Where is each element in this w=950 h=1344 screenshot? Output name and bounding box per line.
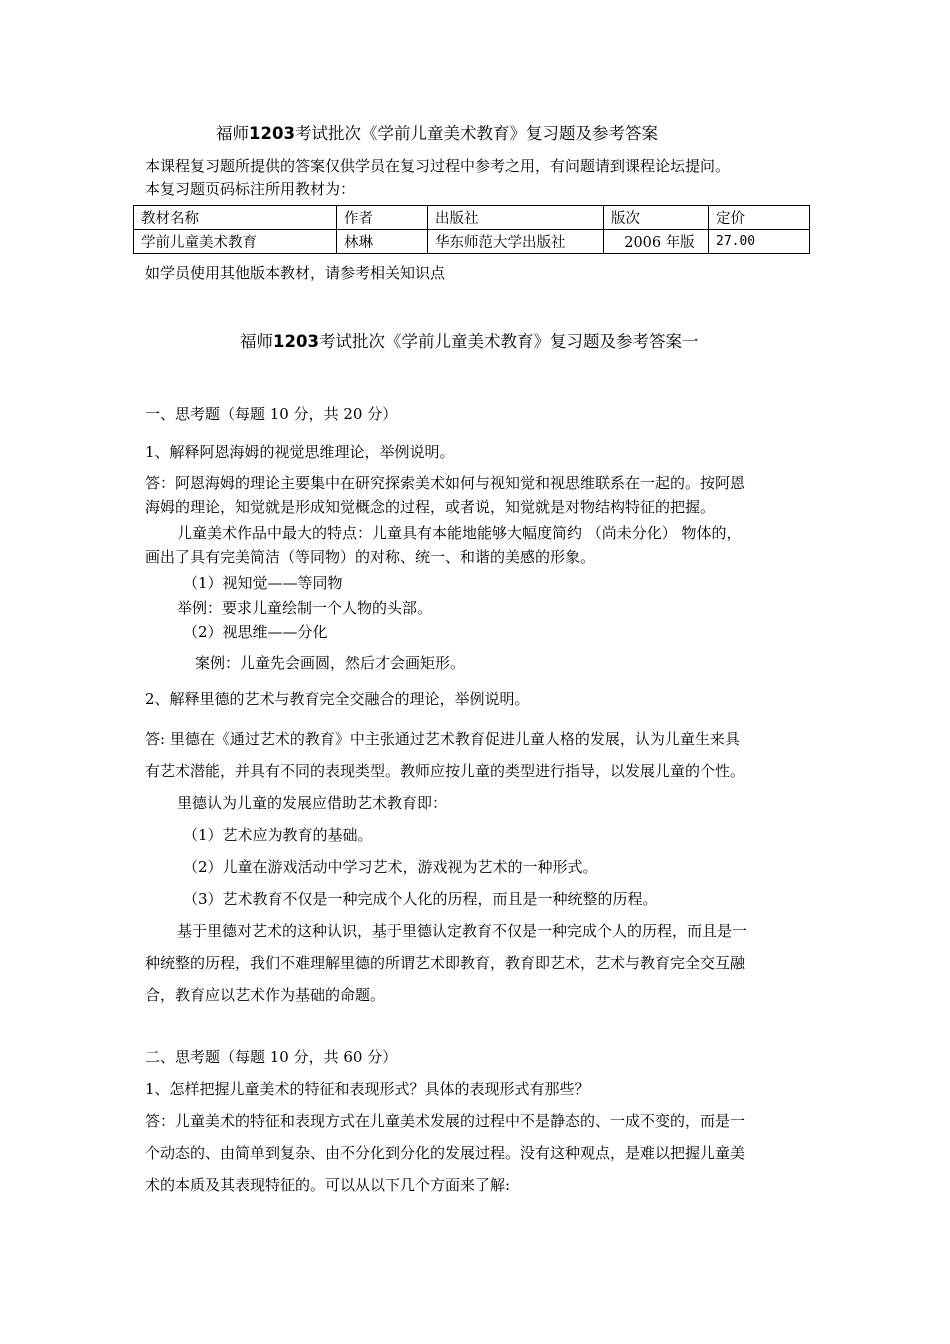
answer-line: 种统整的历程，我们不难理解里德的所谓艺术即教育，教育即艺术，艺术与教育完全交互融 <box>145 954 746 972</box>
answer-line: 答: 里德在《通过艺术的教育》中主张通过艺术教育促进儿童人格的发展，认为儿童生来具 <box>145 730 740 748</box>
table-header-cell: 教材名称 <box>134 206 337 230</box>
table-cell: 林琳 <box>337 230 428 254</box>
table-cell: 2006 年版 <box>604 230 709 254</box>
answer-line: 举例：要求儿童绘制一个人物的头部。 <box>177 599 433 617</box>
textbook-table <box>133 205 810 254</box>
answer-line: 术的本质及其表现特征的。可以从以下几个方面来了解: <box>145 1176 511 1194</box>
table-header-cell: 出版社 <box>428 206 604 230</box>
table-cell: 27.00 <box>709 230 810 254</box>
section-heading: 二、思考题（每题 10 分，共 60 分） <box>145 1048 398 1066</box>
answer-line: （2）儿童在游戏活动中学习艺术，游戏视为艺术的一种形式。 <box>183 858 598 876</box>
answer-line: 答：儿童美术的特征和表现方式在儿童美术发展的过程中不是静态的、一成不变的，而是一 <box>145 1112 746 1130</box>
answer-line: 画出了具有完美简洁（等同物）的对称、统一、和谐的美感的形象。 <box>145 548 596 566</box>
table-header-cell: 版次 <box>604 206 709 230</box>
answer-line: （1）视知觉——等同物 <box>183 574 343 592</box>
question-text: 2、解释里德的艺术与教育完全交融合的理论，举例说明。 <box>145 690 530 708</box>
question-text: 1、怎样把握儿童美术的特征和表现形式？具体的表现形式有那些？ <box>145 1080 590 1098</box>
table-row <box>134 230 810 254</box>
answer-line: 有艺术潜能，并具有不同的表现类型。教师应按儿童的类型进行指导，以发展儿童的个性。 <box>145 762 746 780</box>
table-note: 如学员使用其他版本教材，请参考相关知识点 <box>145 264 446 282</box>
answer-line: 海姆的理论，知觉就是形成知觉概念的过程，或者说，知觉就是对物结构特征的把握。 <box>145 498 716 516</box>
answer-line: 里德认为儿童的发展应借助艺术教育即： <box>177 794 448 812</box>
answer-line: 案例：儿童先会画圆，然后才会画矩形。 <box>195 654 466 672</box>
table-header-row <box>134 206 810 230</box>
answer-line: 答：阿恩海姆的理论主要集中在研究探索美术如何与视知觉和视思维联系在一起的。按阿恩 <box>145 474 746 492</box>
answer-line: 基于里德对艺术的这种认识，基于里德认定教育不仅是一种完成个人的历程，而且是一 <box>177 922 748 940</box>
section-title: 福师1203考试批次《学前儿童美术教育》复习题及参考答案一 <box>240 332 699 351</box>
answer-line: （3）艺术教育不仅是一种完成个人化的历程，而且是一种统整的历程。 <box>183 890 658 908</box>
table-cell: 华东师范大学出版社 <box>428 230 604 254</box>
answer-line: 合，教育应以艺术作为基础的命题。 <box>145 986 386 1004</box>
intro-text: 本课程复习题所提供的答案仅供学员在复习过程中参考之用，有问题请到课程论坛提问。 <box>145 157 731 175</box>
question-text: 1、解释阿恩海姆的视觉思维理论，举例说明。 <box>145 443 455 461</box>
table-cell: 学前儿童美术教育 <box>134 230 337 254</box>
table-header-cell: 作者 <box>337 206 428 230</box>
textbook-intro: 本复习题页码标注所用教材为： <box>145 180 356 198</box>
answer-line: （2）视思维——分化 <box>183 623 328 641</box>
answer-line: （1）艺术应为教育的基础。 <box>183 826 373 844</box>
answer-line: 儿童美术作品中最大的特点：儿童具有本能地能够大幅度简约 （尚未分化） 物体的， <box>177 524 742 542</box>
section-heading: 一、思考题（每题 10 分，共 20 分） <box>145 405 398 423</box>
table-header-cell: 定价 <box>709 206 810 230</box>
document-title: 福师1203考试批次《学前儿童美术教育》复习题及参考答案 <box>216 124 658 143</box>
answer-line: 个动态的、由简单到复杂、由不分化到分化的发展过程。没有这种观点，是难以把握儿童美 <box>145 1144 746 1162</box>
